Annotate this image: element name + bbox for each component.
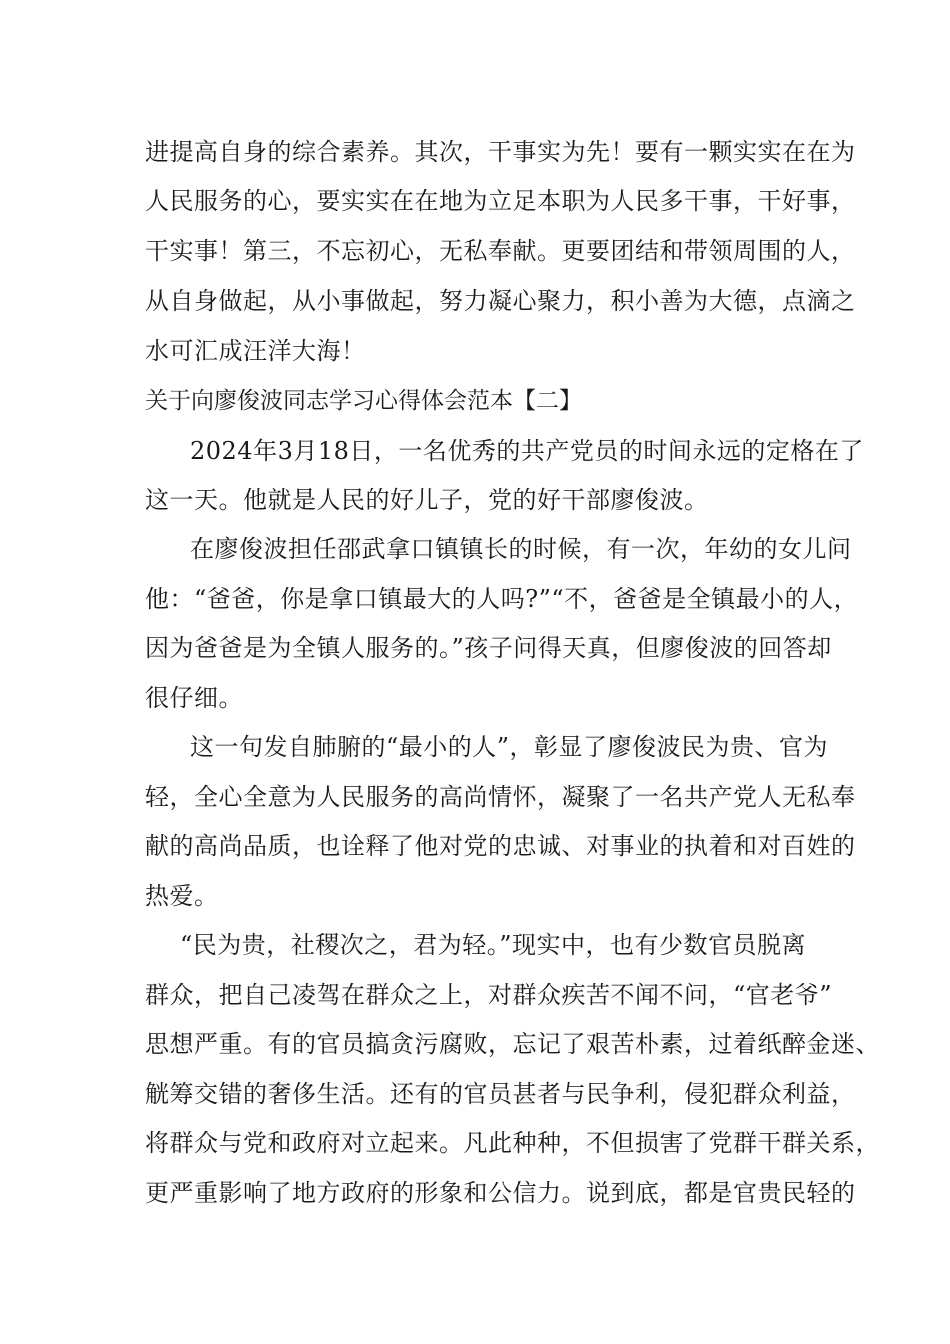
paragraph-line: 干实事！第三，不忘初心，无私奉献。更要团结和带领周围的人， <box>145 237 856 265</box>
paragraph-line: 2024年3月18日，一名优秀的共产党员的时间永远的定格在了 <box>190 437 864 465</box>
paragraph-line: 轻，全心全意为人民服务的高尚情怀，凝聚了一名共产党人无私奉 <box>145 783 856 811</box>
paragraph-line: 很仔细。 <box>145 684 243 712</box>
section-heading: 关于向廖俊波同志学习心得体会范本【二】 <box>145 388 582 414</box>
paragraph-line: 水可汇成汪洋大海！ <box>145 337 366 365</box>
paragraph-line: 人民服务的心，要实实在在地为立足本职为人民多干事，干好事， <box>145 187 856 215</box>
paragraph-line: 从自身做起，从小事做起，努力凝心聚力，积小善为大德，点滴之 <box>145 287 856 315</box>
paragraph-line: 因为爸爸是为全镇人服务的。”孩子问得天真，但廖俊波的回答却 <box>145 634 832 662</box>
paragraph-line: 热爱。 <box>145 882 219 910</box>
paragraph-line: 思想严重。有的官员搞贪污腐败，忘记了艰苦朴素，过着纸醉金迷、 <box>145 1030 880 1058</box>
paragraph-line: 这一句发自肺腑的“最小的人”，彰显了廖俊波民为贵、官为 <box>190 733 829 761</box>
paragraph-line: 这一天。他就是人民的好儿子，党的好干部廖俊波。 <box>145 486 709 514</box>
paragraph-line: 他：“爸爸，你是拿口镇最大的人吗?”“不，爸爸是全镇最小的人， <box>145 585 859 613</box>
paragraph-line: 群众，把自己凌驾在群众之上，对群众疾苦不闻不问，“官老爷” <box>145 981 833 1009</box>
paragraph-line: 将群众与党和政府对立起来。凡此种种，不但损害了党群干群关系， <box>145 1129 880 1157</box>
paragraph-line: 更严重影响了地方政府的形象和公信力。说到底，都是官贵民轻的 <box>145 1179 856 1207</box>
paragraph-line: 在廖俊波担任邵武拿口镇镇长的时候，有一次，年幼的女儿问 <box>190 535 852 563</box>
paragraph-line: 觥筹交错的奢侈生活。还有的官员甚者与民争利，侵犯群众利益， <box>145 1080 856 1108</box>
paragraph-line: 进提高自身的综合素养。其次，干事实为先！要有一颗实实在在为 <box>145 138 856 166</box>
paragraph-line: 献的高尚品质，也诠释了他对党的忠诚、对事业的执着和对百姓的 <box>145 832 856 860</box>
paragraph-line: “民为贵，社稷次之，君为轻。”现实中，也有少数官员脱离 <box>180 931 807 959</box>
